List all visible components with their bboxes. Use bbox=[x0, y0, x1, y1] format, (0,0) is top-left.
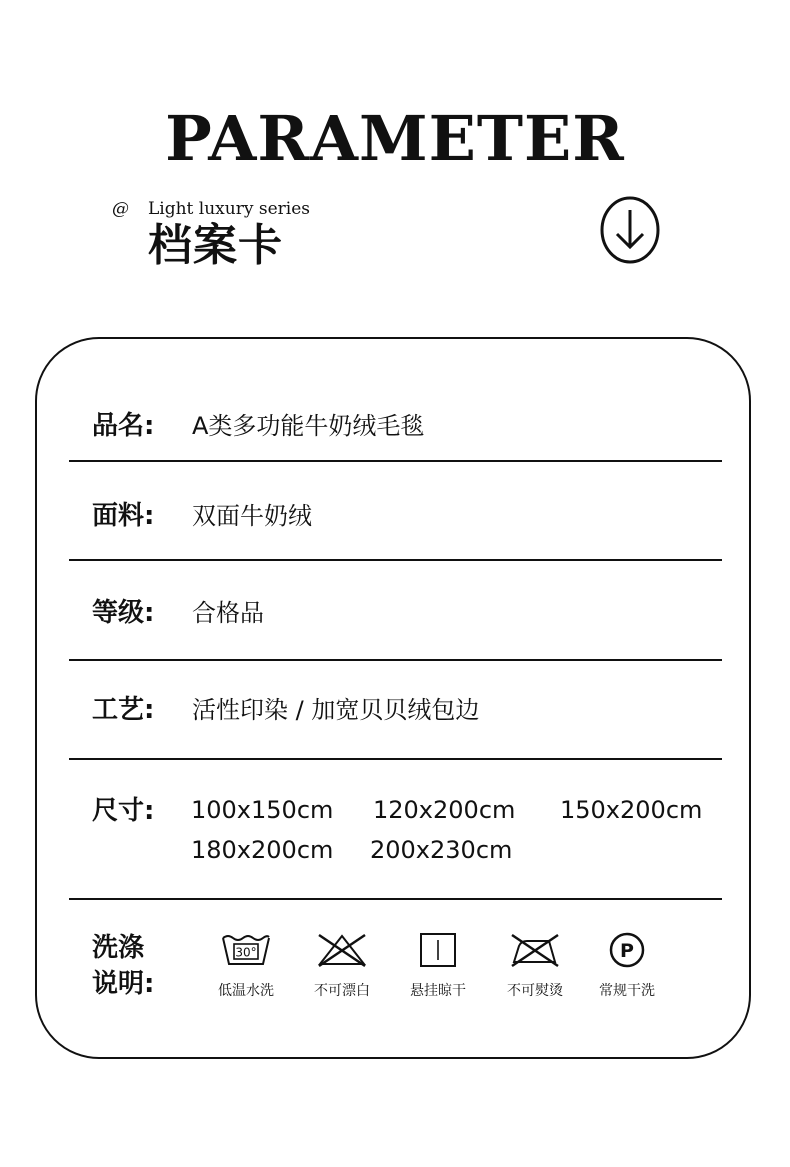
care-item-no-iron bbox=[490, 932, 580, 1000]
arrow-down-circle-icon bbox=[600, 196, 660, 264]
row-label-fabric: 面料: bbox=[92, 501, 155, 531]
hang-dry-icon bbox=[412, 932, 464, 968]
size-value: 120x200cm bbox=[373, 796, 516, 824]
divider bbox=[69, 559, 722, 561]
care-item-low-temp-wash bbox=[201, 932, 291, 1000]
care-text: 不可熨烫 bbox=[507, 983, 563, 999]
row-label-craft: 工艺: bbox=[92, 695, 155, 725]
dry-clean-symbol: P bbox=[620, 940, 634, 962]
no-bleach-icon bbox=[316, 932, 368, 968]
row-value-name: A类多功能牛奶绒毛毯 bbox=[192, 412, 425, 440]
care-text: 低温水洗 bbox=[218, 983, 274, 999]
row-value-craft: 活性印染 / 加宽贝贝绒包边 bbox=[192, 696, 480, 724]
cn-title: 档案卡 bbox=[148, 220, 283, 271]
care-text: 常规干洗 bbox=[599, 983, 655, 999]
divider bbox=[69, 898, 722, 900]
divider bbox=[69, 659, 722, 661]
dry-clean-p-icon bbox=[601, 932, 653, 968]
divider bbox=[69, 460, 722, 462]
care-item-hang-dry bbox=[393, 932, 483, 1000]
care-item-no-bleach bbox=[297, 932, 387, 1000]
at-symbol: @ bbox=[112, 199, 129, 219]
divider bbox=[69, 758, 722, 760]
size-value: 100x150cm bbox=[191, 796, 334, 824]
wash-30-icon bbox=[220, 932, 272, 968]
care-item-dry-clean bbox=[582, 932, 672, 1000]
size-value: 150x200cm bbox=[560, 796, 703, 824]
row-value-grade: 合格品 bbox=[192, 599, 264, 627]
care-text: 悬挂晾干 bbox=[410, 983, 466, 999]
page-title: PARAMETER bbox=[165, 102, 625, 175]
care-label-line1: 洗涤 bbox=[92, 933, 145, 963]
row-label-grade: 等级: bbox=[92, 598, 155, 628]
series-subtitle: Light luxury series bbox=[148, 199, 310, 219]
row-label-name: 品名: bbox=[92, 411, 155, 441]
size-value: 180x200cm bbox=[191, 836, 334, 864]
row-value-fabric: 双面牛奶绒 bbox=[192, 502, 312, 530]
care-text: 不可漂白 bbox=[314, 983, 370, 999]
size-value: 200x230cm bbox=[370, 836, 513, 864]
no-iron-icon bbox=[509, 932, 561, 968]
row-label-size: 尺寸: bbox=[92, 796, 155, 826]
care-label-line2: 说明: bbox=[92, 969, 155, 999]
wash-temp-text: 30° bbox=[235, 945, 257, 960]
